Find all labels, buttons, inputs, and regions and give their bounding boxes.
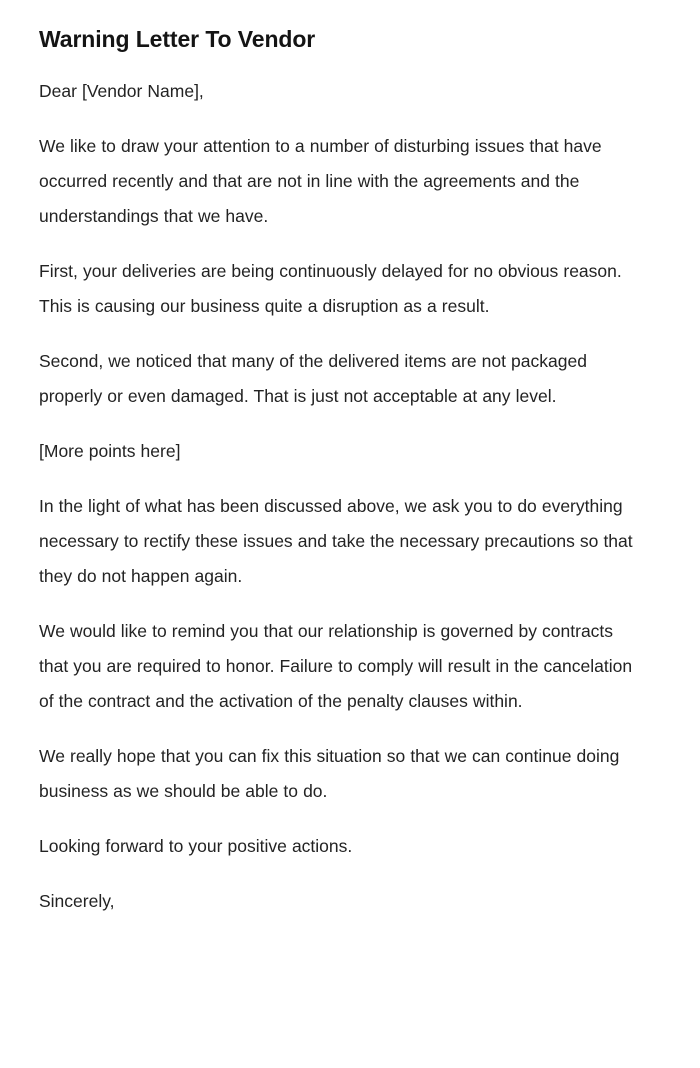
letter-paragraph-intro: We like to draw your attention to a number of disturbing issues that have occurred recently and that are not in line with the agreements and the understandings that we have. [39, 136, 602, 226]
letter-paragraph-closing-note: Looking forward to your positive actions. [39, 836, 353, 856]
letter-paragraph-request: In the light of what has been discussed above, we ask you to do everything necessary to rectify these issues and take the necessary precautions so that they do not happen again. [39, 496, 633, 586]
letter-paragraph-contract-warning: We would like to remind you that our relationship is governed by contracts that you are required to honor. Failure to comply will result in the cancelation of the contract and the activation of the penalty clauses within. [39, 621, 633, 711]
letter-paragraph-hope: We really hope that you can fix this situation so that we can continue doing business as we should be able to do. [39, 746, 620, 801]
letter-signoff: Sincerely, [39, 891, 115, 911]
letter-paragraph-issue-second: Second, we noticed that many of the delivered items are not packaged properly or even damaged. That is just not acceptable at any level. [39, 351, 587, 406]
letter-salutation: Dear [Vendor Name], [39, 81, 204, 101]
page-title: Warning Letter To Vendor [39, 26, 316, 52]
letter-paragraph-placeholder: [More points here] [39, 441, 181, 461]
letter-body [39, 74, 660, 919]
letter-paragraph-issue-first: First, your deliveries are being continuously delayed for no obvious reason. This is causing our business quite a disruption as a result. [39, 261, 622, 316]
